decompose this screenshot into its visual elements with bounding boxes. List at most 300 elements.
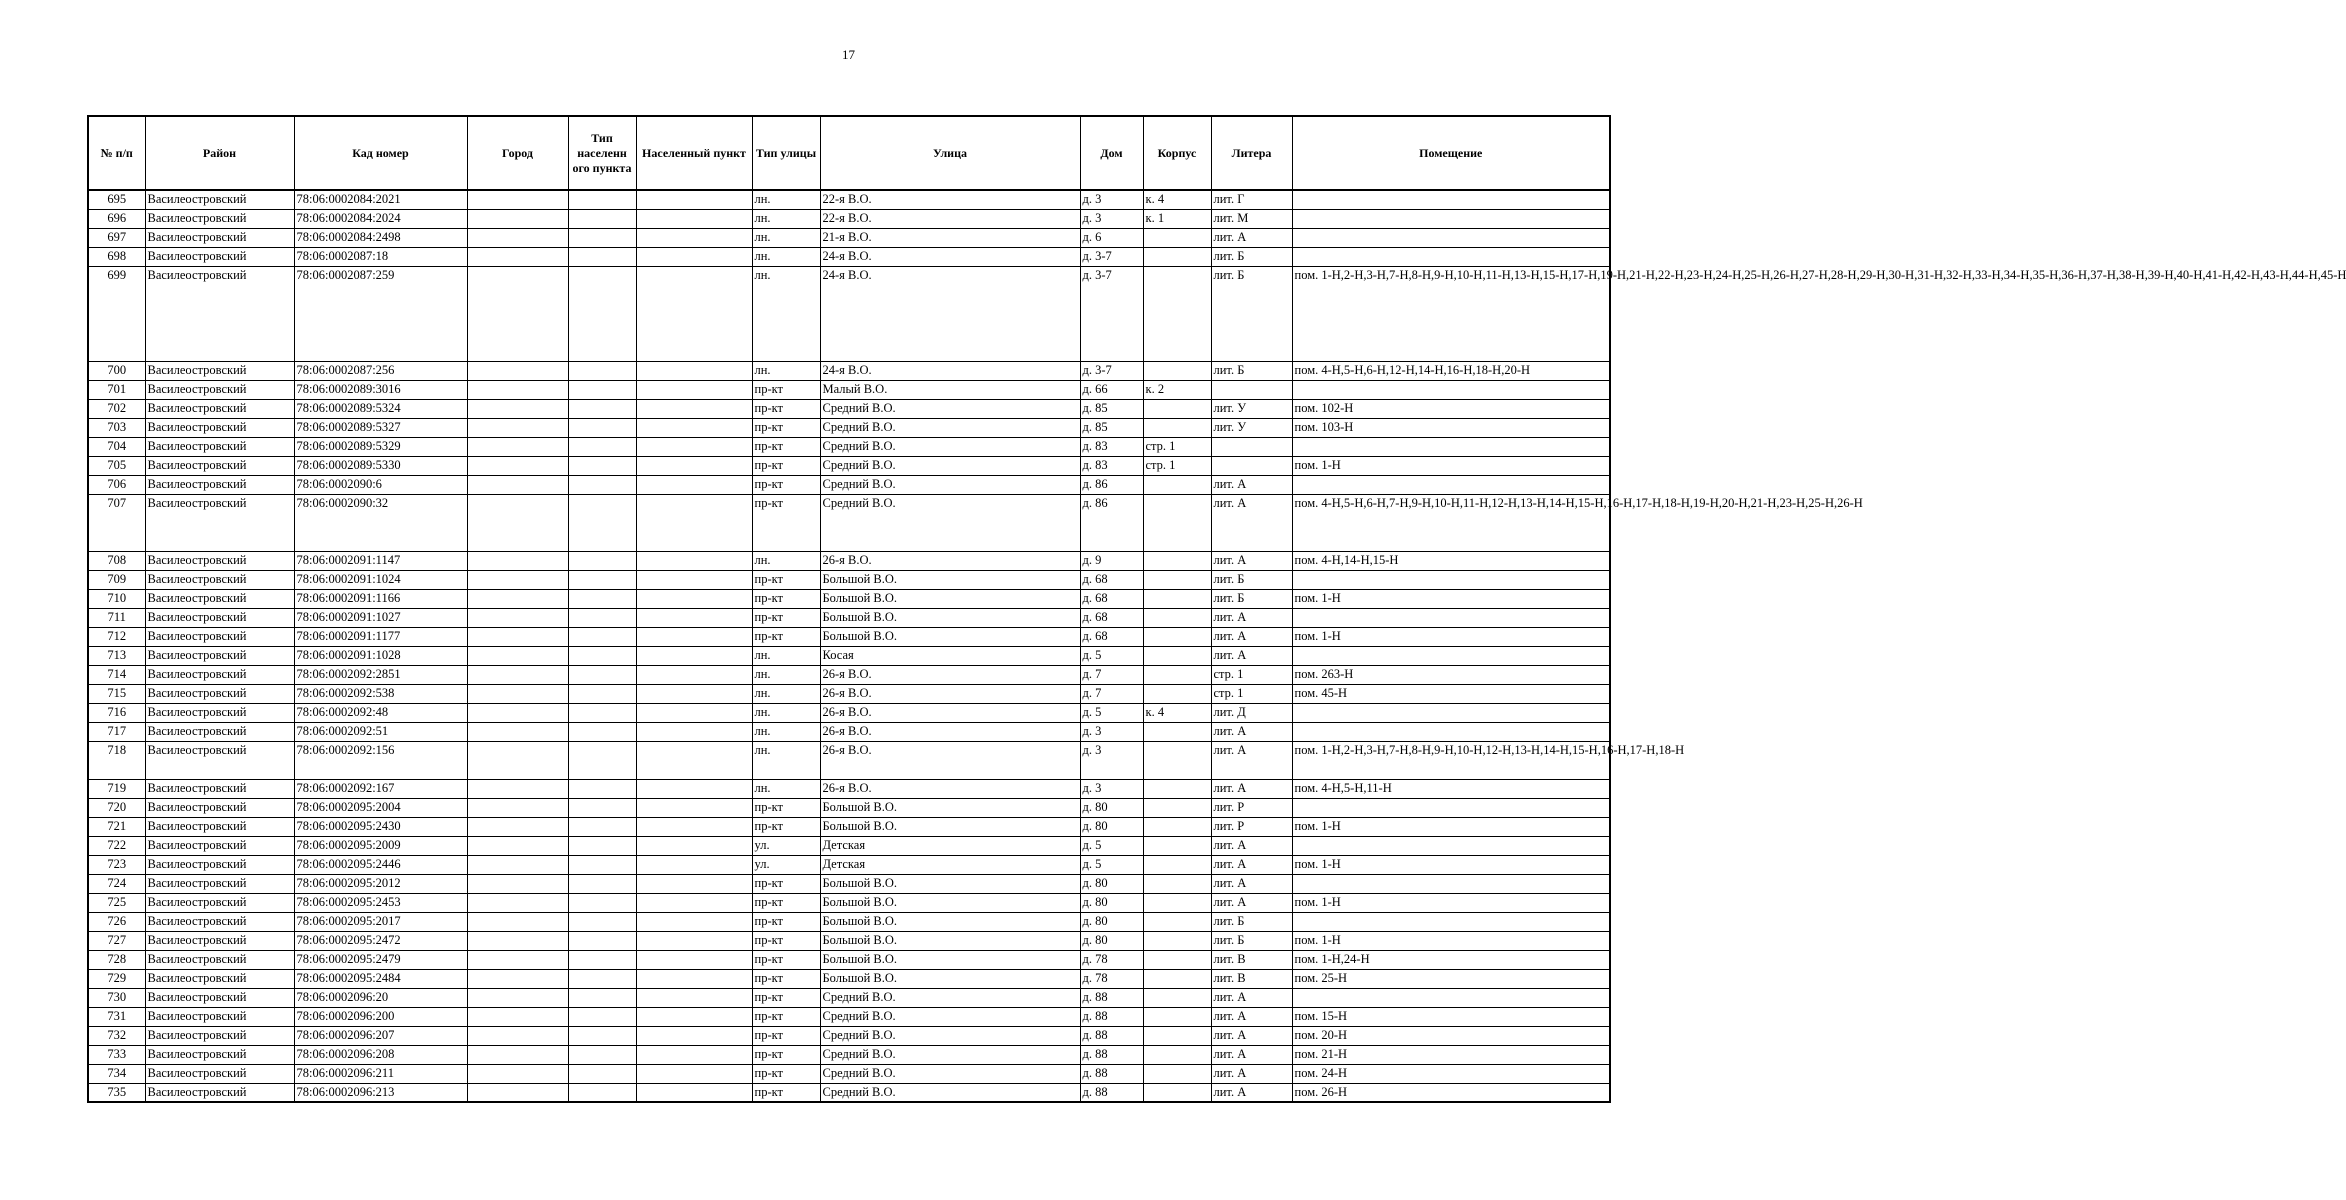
cell-letter: лит. М — [1211, 209, 1292, 228]
cell-city — [467, 817, 568, 836]
cell-settlement-type — [568, 988, 636, 1007]
cell-letter: лит. Б — [1211, 570, 1292, 589]
cell-street-type: лн. — [752, 551, 820, 570]
cell-district: Василеостровский — [145, 589, 294, 608]
cell-letter: лит. А — [1211, 627, 1292, 646]
cell-settlement-type — [568, 931, 636, 950]
cell-street-type: пр-кт — [752, 437, 820, 456]
cell-settlement — [636, 741, 752, 779]
table-row — [88, 912, 1610, 931]
cell-city — [467, 1045, 568, 1064]
cell-cadastral-number: 78:06:0002095:2472 — [294, 931, 467, 950]
cell-building — [1143, 950, 1211, 969]
cell-street-type: лн. — [752, 228, 820, 247]
cell-street-type: лн. — [752, 266, 820, 361]
cell-premises — [1292, 570, 1610, 589]
cell-premises — [1292, 836, 1610, 855]
cell-cadastral-number: 78:06:0002096:200 — [294, 1007, 467, 1026]
cell-house: д. 68 — [1080, 608, 1143, 627]
table-row — [88, 931, 1610, 950]
cell-street: Средний В.О. — [820, 988, 1080, 1007]
cell-settlement — [636, 836, 752, 855]
cell-street: Детская — [820, 855, 1080, 874]
cell-number: 709 — [88, 570, 145, 589]
cell-district: Василеостровский — [145, 380, 294, 399]
cell-premises — [1292, 608, 1610, 627]
cell-street-type: пр-кт — [752, 475, 820, 494]
cell-building — [1143, 247, 1211, 266]
cell-district: Василеостровский — [145, 190, 294, 209]
cell-street-type: пр-кт — [752, 627, 820, 646]
cell-city — [467, 741, 568, 779]
table-row — [88, 1026, 1610, 1045]
cell-settlement — [636, 361, 752, 380]
cell-letter: лит. А — [1211, 836, 1292, 855]
cell-cadastral-number: 78:06:0002095:2446 — [294, 855, 467, 874]
cell-cadastral-number: 78:06:0002089:5329 — [294, 437, 467, 456]
cell-cadastral-number: 78:06:0002091:1027 — [294, 608, 467, 627]
cell-settlement — [636, 399, 752, 418]
table-row — [88, 665, 1610, 684]
cell-street-type: пр-кт — [752, 589, 820, 608]
cell-letter: лит. Р — [1211, 798, 1292, 817]
cell-premises: пом. 102-Н — [1292, 399, 1610, 418]
cell-street: Средний В.О. — [820, 437, 1080, 456]
cell-settlement — [636, 475, 752, 494]
cell-district: Василеостровский — [145, 1064, 294, 1083]
cell-cadastral-number: 78:06:0002092:156 — [294, 741, 467, 779]
cell-building: стр. 1 — [1143, 437, 1211, 456]
cell-cadastral-number: 78:06:0002091:1177 — [294, 627, 467, 646]
cell-number: 704 — [88, 437, 145, 456]
cell-house: д. 85 — [1080, 418, 1143, 437]
cell-street: 22-я В.О. — [820, 190, 1080, 209]
cell-letter: лит. Б — [1211, 931, 1292, 950]
cell-district: Василеостровский — [145, 646, 294, 665]
cell-building — [1143, 475, 1211, 494]
cell-street-type: пр-кт — [752, 988, 820, 1007]
cell-premises — [1292, 912, 1610, 931]
cell-settlement-type — [568, 684, 636, 703]
cell-settlement-type — [568, 456, 636, 475]
cell-house: д. 80 — [1080, 798, 1143, 817]
cell-city — [467, 855, 568, 874]
registry-table — [87, 115, 2346, 1103]
cell-premises — [1292, 380, 1610, 399]
cell-house: д. 86 — [1080, 475, 1143, 494]
cell-settlement — [636, 1064, 752, 1083]
cell-building — [1143, 1083, 1211, 1102]
cell-premises: пом. 26-Н — [1292, 1083, 1610, 1102]
cell-house: д. 88 — [1080, 988, 1143, 1007]
cell-number: 711 — [88, 608, 145, 627]
cell-building — [1143, 627, 1211, 646]
cell-building — [1143, 570, 1211, 589]
cell-building — [1143, 551, 1211, 570]
cell-house: д. 6 — [1080, 228, 1143, 247]
cell-cadastral-number: 78:06:0002092:2851 — [294, 665, 467, 684]
cell-district: Василеостровский — [145, 988, 294, 1007]
cell-street: Косая — [820, 646, 1080, 665]
cell-letter: лит. А — [1211, 1083, 1292, 1102]
cell-street-type: лн. — [752, 684, 820, 703]
table-row — [88, 722, 1610, 741]
cell-street-type: пр-кт — [752, 874, 820, 893]
col-header-street: Улица — [820, 116, 1080, 190]
cell-building — [1143, 1026, 1211, 1045]
cell-building — [1143, 1007, 1211, 1026]
cell-street: Большой В.О. — [820, 912, 1080, 931]
cell-premises — [1292, 722, 1610, 741]
cell-settlement-type — [568, 209, 636, 228]
cell-letter: лит. А — [1211, 551, 1292, 570]
cell-street-type: пр-кт — [752, 399, 820, 418]
cell-settlement — [636, 209, 752, 228]
cell-street: 26-я В.О. — [820, 722, 1080, 741]
cell-street: 21-я В.О. — [820, 228, 1080, 247]
cell-house: д. 68 — [1080, 589, 1143, 608]
cell-number: 698 — [88, 247, 145, 266]
cell-house: д. 88 — [1080, 1083, 1143, 1102]
cell-street: Большой В.О. — [820, 874, 1080, 893]
cell-settlement-type — [568, 1045, 636, 1064]
cell-number: 724 — [88, 874, 145, 893]
cell-house: д. 5 — [1080, 646, 1143, 665]
table-row — [88, 969, 1610, 988]
cell-number: 714 — [88, 665, 145, 684]
cell-number: 716 — [88, 703, 145, 722]
cell-street: Большой В.О. — [820, 893, 1080, 912]
cell-number: 708 — [88, 551, 145, 570]
cell-street: Малый В.О. — [820, 380, 1080, 399]
cell-district: Василеостровский — [145, 912, 294, 931]
cell-building — [1143, 228, 1211, 247]
cell-letter: лит. А — [1211, 855, 1292, 874]
cell-district: Василеостровский — [145, 779, 294, 798]
cell-letter: лит. А — [1211, 475, 1292, 494]
cell-letter: лит. Б — [1211, 247, 1292, 266]
table-header-row — [88, 116, 1610, 190]
cell-house: д. 83 — [1080, 456, 1143, 475]
cell-street-type: пр-кт — [752, 931, 820, 950]
cell-cadastral-number: 78:06:0002092:48 — [294, 703, 467, 722]
cell-settlement-type — [568, 874, 636, 893]
cell-settlement-type — [568, 570, 636, 589]
cell-settlement — [636, 950, 752, 969]
cell-premises: пом. 4-Н,14-Н,15-Н — [1292, 551, 1610, 570]
cell-building — [1143, 931, 1211, 950]
cell-street-type: пр-кт — [752, 969, 820, 988]
col-header-letter: Литера — [1211, 116, 1292, 190]
cell-number: 730 — [88, 988, 145, 1007]
cell-letter: лит. А — [1211, 988, 1292, 1007]
cell-number: 710 — [88, 589, 145, 608]
cell-letter: лит. А — [1211, 228, 1292, 247]
cell-district: Василеостровский — [145, 836, 294, 855]
cell-cadastral-number: 78:06:0002089:5324 — [294, 399, 467, 418]
cell-premises: пом. 1-Н,24-Н — [1292, 950, 1610, 969]
cell-street: Средний В.О. — [820, 1045, 1080, 1064]
cell-premises — [1292, 437, 1610, 456]
cell-district: Василеостровский — [145, 874, 294, 893]
table-row — [88, 893, 1610, 912]
table-row — [88, 779, 1610, 798]
col-header-number: № п/п — [88, 116, 145, 190]
cell-house: д. 80 — [1080, 817, 1143, 836]
cell-letter: лит. Р — [1211, 817, 1292, 836]
cell-cadastral-number: 78:06:0002096:20 — [294, 988, 467, 1007]
cell-city — [467, 475, 568, 494]
cell-letter: лит. Б — [1211, 361, 1292, 380]
col-header-settlement: Населенный пункт — [636, 116, 752, 190]
table-row — [88, 456, 1610, 475]
cell-number: 721 — [88, 817, 145, 836]
table-row — [88, 817, 1610, 836]
table-row — [88, 380, 1610, 399]
cell-cadastral-number: 78:06:0002084:2021 — [294, 190, 467, 209]
cell-premises: пом. 1-Н — [1292, 627, 1610, 646]
cell-letter: стр. 1 — [1211, 684, 1292, 703]
col-header-cadastral-number: Кад номер — [294, 116, 467, 190]
cell-city — [467, 874, 568, 893]
table-row — [88, 950, 1610, 969]
cell-cadastral-number: 78:06:0002092:538 — [294, 684, 467, 703]
cell-cadastral-number: 78:06:0002084:2498 — [294, 228, 467, 247]
cell-premises: пом. 1-Н — [1292, 817, 1610, 836]
cell-house: д. 88 — [1080, 1026, 1143, 1045]
cell-street: 24-я В.О. — [820, 247, 1080, 266]
cell-settlement — [636, 247, 752, 266]
cell-house: д. 5 — [1080, 836, 1143, 855]
cell-city — [467, 190, 568, 209]
cell-settlement — [636, 798, 752, 817]
cell-premises — [1292, 247, 1610, 266]
cell-number: 705 — [88, 456, 145, 475]
cell-number: 722 — [88, 836, 145, 855]
cell-settlement — [636, 779, 752, 798]
cell-building — [1143, 589, 1211, 608]
cell-premises: пом. 4-Н,5-Н,6-Н,12-Н,14-Н,16-Н,18-Н,20-Н — [1292, 361, 1610, 380]
table-row — [88, 570, 1610, 589]
table-row — [88, 551, 1610, 570]
col-header-district: Район — [145, 116, 294, 190]
cell-building — [1143, 741, 1211, 779]
cell-settlement — [636, 931, 752, 950]
cell-settlement — [636, 1045, 752, 1064]
cell-street: Средний В.О. — [820, 1007, 1080, 1026]
cell-number: 707 — [88, 494, 145, 551]
col-header-house: Дом — [1080, 116, 1143, 190]
cell-settlement — [636, 893, 752, 912]
cell-number: 723 — [88, 855, 145, 874]
cell-letter: лит. А — [1211, 1026, 1292, 1045]
cell-building — [1143, 361, 1211, 380]
cell-district: Василеостровский — [145, 361, 294, 380]
cell-cadastral-number: 78:06:0002095:2004 — [294, 798, 467, 817]
cell-number: 701 — [88, 380, 145, 399]
cell-settlement-type — [568, 741, 636, 779]
cell-cadastral-number: 78:06:0002096:208 — [294, 1045, 467, 1064]
cell-letter: лит. А — [1211, 494, 1292, 551]
table-row — [88, 627, 1610, 646]
cell-district: Василеостровский — [145, 551, 294, 570]
col-header-premises: Помещение — [1292, 116, 1610, 190]
cell-building — [1143, 399, 1211, 418]
cell-number: 703 — [88, 418, 145, 437]
cell-city — [467, 665, 568, 684]
cell-building — [1143, 1045, 1211, 1064]
cell-street: 24-я В.О. — [820, 266, 1080, 361]
cell-settlement — [636, 456, 752, 475]
cell-building — [1143, 494, 1211, 551]
cell-number: 732 — [88, 1026, 145, 1045]
table-row — [88, 190, 1610, 209]
cell-settlement — [636, 608, 752, 627]
cell-district: Василеостровский — [145, 893, 294, 912]
cell-building — [1143, 836, 1211, 855]
cell-cadastral-number: 78:06:0002096:213 — [294, 1083, 467, 1102]
cell-cadastral-number: 78:06:0002090:32 — [294, 494, 467, 551]
cell-number: 697 — [88, 228, 145, 247]
cell-city — [467, 551, 568, 570]
cell-building — [1143, 817, 1211, 836]
cell-letter: лит. В — [1211, 969, 1292, 988]
col-header-settlement-type: Тип населенн ого пункта — [568, 116, 636, 190]
table-row — [88, 437, 1610, 456]
cell-building: к. 1 — [1143, 209, 1211, 228]
cell-number: 715 — [88, 684, 145, 703]
cell-settlement-type — [568, 266, 636, 361]
cell-city — [467, 1083, 568, 1102]
cell-building — [1143, 988, 1211, 1007]
table-row — [88, 418, 1610, 437]
cell-cadastral-number: 78:06:0002090:6 — [294, 475, 467, 494]
cell-street-type: пр-кт — [752, 608, 820, 627]
cell-cadastral-number: 78:06:0002095:2009 — [294, 836, 467, 855]
cell-settlement-type — [568, 665, 636, 684]
cell-letter: лит. Б — [1211, 266, 1292, 361]
cell-district: Василеостровский — [145, 1083, 294, 1102]
table-body — [88, 190, 2346, 1102]
cell-premises: пом. 103-Н — [1292, 418, 1610, 437]
cell-premises: пом. 4-Н,5-Н,6-Н,7-Н,9-Н,10-Н,11-Н,12-Н,13-Н,14-Н,15-Н,16-Н,17-Н,18-Н,19-Н,20-Н,21-Н,23-Н,25-Н,26-Н — [1292, 494, 1610, 551]
cell-letter: лит. А — [1211, 1045, 1292, 1064]
cell-city — [467, 228, 568, 247]
cell-house: д. 88 — [1080, 1007, 1143, 1026]
cell-city — [467, 722, 568, 741]
cell-street-type: пр-кт — [752, 1064, 820, 1083]
cell-house: д. 85 — [1080, 399, 1143, 418]
cell-house: д. 80 — [1080, 893, 1143, 912]
cell-settlement — [636, 988, 752, 1007]
cell-settlement-type — [568, 437, 636, 456]
cell-street: Средний В.О. — [820, 399, 1080, 418]
cell-letter: лит. В — [1211, 950, 1292, 969]
cell-cadastral-number: 78:06:0002087:18 — [294, 247, 467, 266]
cell-street-type: пр-кт — [752, 494, 820, 551]
cell-street: Детская — [820, 836, 1080, 855]
cell-city — [467, 912, 568, 931]
cell-house: д. 5 — [1080, 703, 1143, 722]
cell-settlement-type — [568, 551, 636, 570]
cell-street-type: лн. — [752, 703, 820, 722]
cell-street-type: пр-кт — [752, 1045, 820, 1064]
cell-premises — [1292, 703, 1610, 722]
cell-premises — [1292, 475, 1610, 494]
cell-cadastral-number: 78:06:0002096:207 — [294, 1026, 467, 1045]
table-row — [88, 399, 1610, 418]
cell-city — [467, 950, 568, 969]
cell-building: к. 4 — [1143, 703, 1211, 722]
cell-house: д. 3-7 — [1080, 247, 1143, 266]
col-header-street-type: Тип улицы — [752, 116, 820, 190]
cell-building — [1143, 779, 1211, 798]
cell-building — [1143, 893, 1211, 912]
cell-number: 718 — [88, 741, 145, 779]
table-row — [88, 266, 1610, 361]
cell-street-type: лн. — [752, 190, 820, 209]
cell-house: д. 3-7 — [1080, 361, 1143, 380]
cell-number: 696 — [88, 209, 145, 228]
cell-premises: пом. 4-Н,5-Н,11-Н — [1292, 779, 1610, 798]
cell-cadastral-number: 78:06:0002095:2453 — [294, 893, 467, 912]
cell-settlement — [636, 969, 752, 988]
cell-settlement — [636, 646, 752, 665]
cell-letter: лит. У — [1211, 399, 1292, 418]
cell-cadastral-number: 78:06:0002091:1166 — [294, 589, 467, 608]
cell-city — [467, 361, 568, 380]
cell-district: Василеостровский — [145, 722, 294, 741]
cell-settlement — [636, 1026, 752, 1045]
cell-settlement — [636, 1007, 752, 1026]
cell-house: д. 66 — [1080, 380, 1143, 399]
cell-street-type: лн. — [752, 247, 820, 266]
cell-city — [467, 589, 568, 608]
cell-number: 699 — [88, 266, 145, 361]
cell-city — [467, 893, 568, 912]
cell-premises: пом. 1-Н — [1292, 893, 1610, 912]
cell-settlement-type — [568, 247, 636, 266]
table-row — [88, 1083, 1610, 1102]
cell-building: стр. 1 — [1143, 456, 1211, 475]
cell-premises: пом. 1-Н — [1292, 855, 1610, 874]
cell-cadastral-number: 78:06:0002095:2017 — [294, 912, 467, 931]
table-row — [88, 228, 1610, 247]
cell-street: 26-я В.О. — [820, 551, 1080, 570]
cell-house: д. 9 — [1080, 551, 1143, 570]
cell-district: Василеостровский — [145, 703, 294, 722]
cell-district: Василеостровский — [145, 494, 294, 551]
cell-cadastral-number: 78:06:0002095:2430 — [294, 817, 467, 836]
cell-city — [467, 437, 568, 456]
table-row — [88, 361, 1610, 380]
cell-street-type: лн. — [752, 779, 820, 798]
cell-building — [1143, 266, 1211, 361]
cell-house: д. 80 — [1080, 874, 1143, 893]
cell-building — [1143, 855, 1211, 874]
cell-number: 731 — [88, 1007, 145, 1026]
cell-number: 726 — [88, 912, 145, 931]
cell-premises: пом. 1-Н — [1292, 456, 1610, 475]
cell-settlement — [636, 418, 752, 437]
cell-premises: пом. 1-Н — [1292, 931, 1610, 950]
cell-settlement — [636, 874, 752, 893]
cell-city — [467, 494, 568, 551]
cell-district: Василеостровский — [145, 418, 294, 437]
cell-settlement-type — [568, 1026, 636, 1045]
cell-building — [1143, 1064, 1211, 1083]
table-row — [88, 1045, 1610, 1064]
